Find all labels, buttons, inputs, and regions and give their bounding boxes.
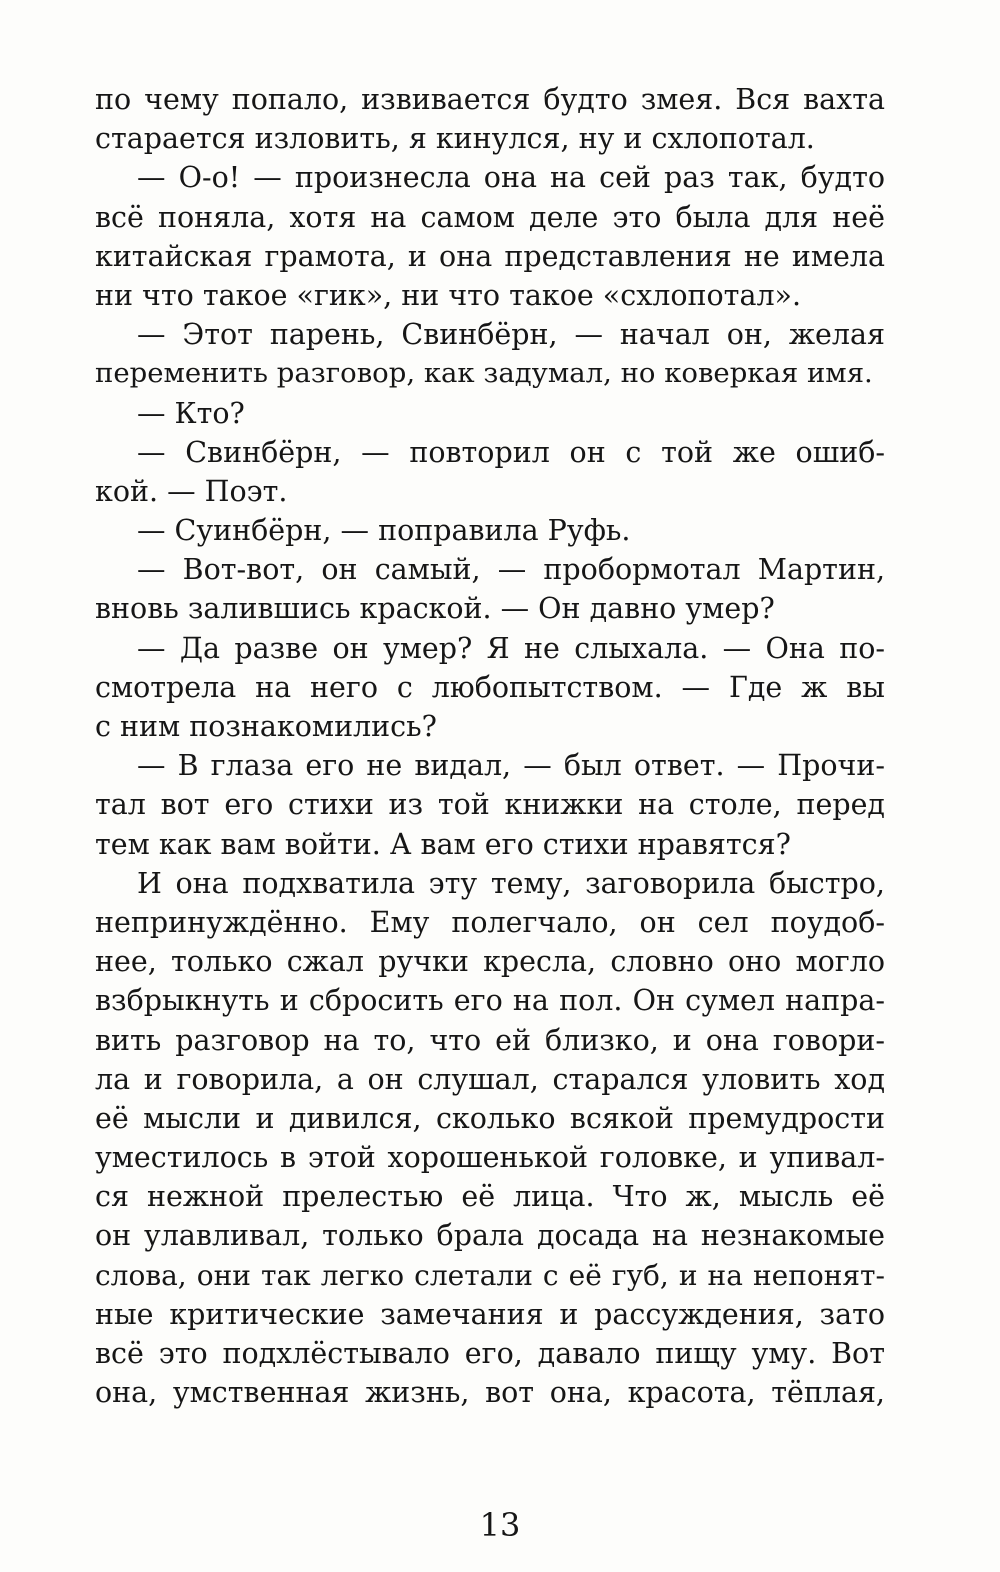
text-line: вить разговор на то, что ей близко, и она говори-	[95, 1023, 885, 1057]
text-line: непринуждённо. Ему полегчало, он сел поудоб-	[95, 905, 885, 939]
text-line: всё это подхлёстывало его, давало пищу уму. Вот	[95, 1337, 885, 1370]
text-line: — В глаза его не видал, — был ответ. — Прочи-	[137, 749, 885, 783]
text-line: — Вот-вот, он самый, — пробормотал Мартин,	[137, 553, 885, 587]
text-line: слова, они так легко слетали с её губ, и на непонят-	[95, 1258, 885, 1292]
text-line: с ним познакомились?	[95, 710, 437, 743]
text-line: старается изловить, я кинулся, ну и схлопотал.	[95, 122, 815, 156]
text-line: уместилось в этой хорошенькой головке, и упивал-	[95, 1141, 885, 1175]
text-line: ла и говорила, а он слушал, старался уловить ход	[95, 1062, 885, 1096]
text-line: тем как вам войти. А вам его стихи нравятся?	[95, 827, 791, 861]
text-line: он улавливал, только брала досада на незнакомые	[95, 1219, 885, 1253]
text-line: — Свинбёрн, — повторил он с той же ошиб-	[137, 435, 885, 469]
text-line: всё поняла, хотя на самом деле это была для неё	[95, 200, 885, 234]
text-line: ные критические замечания и рассуждения, зато	[95, 1297, 885, 1331]
text-line: по чему попало, извивается будто змея. Вся вахта	[95, 83, 885, 116]
text-line: тал вот его стихи из той книжки на столе, перед	[95, 788, 885, 822]
text-line: нее, только сжал ручки кресла, словно оно могло	[95, 945, 885, 979]
text-line: смотрела на него с любопытством. — Где ж вы	[95, 670, 885, 704]
text-line: — О-о! — произнесла она на сей раз так, будто	[137, 161, 885, 195]
text-line: переменить разговор, как задумал, но коверкая имя.	[95, 357, 873, 390]
text-line: взбрыкнуть и сбросить его на пол. Он сумел напра-	[95, 984, 885, 1018]
text-line: кой. — Поэт.	[95, 474, 288, 508]
text-line: она, умственная жизнь, вот она, красота, тёплая,	[95, 1376, 885, 1410]
text-line: — Да разве он умер? Я не слыхала. — Она по-	[137, 631, 885, 665]
page-number: 13	[479, 1506, 521, 1544]
text-line: ни что такое «гик», ни что такое «схлопотал».	[95, 278, 802, 312]
body-text	[95, 80, 885, 1412]
text-line: — Суинбёрн, — поправила Руфь.	[137, 514, 631, 548]
text-line: китайская грамота, и она представления не имела	[95, 239, 885, 273]
text-line: — Кто?	[137, 396, 245, 430]
text-line: вновь залившись краской. — Он давно умер?	[95, 592, 775, 626]
text-line: — Этот парень, Свинбёрн, — начал он, желая	[137, 318, 885, 352]
text-line: её мысли и дивился, сколько всякой премудрости	[95, 1101, 885, 1135]
text-line: ся нежной прелестью её лица. Что ж, мысль её	[95, 1180, 885, 1214]
text-line: И она подхватила эту тему, заговорила быстро,	[137, 866, 885, 900]
